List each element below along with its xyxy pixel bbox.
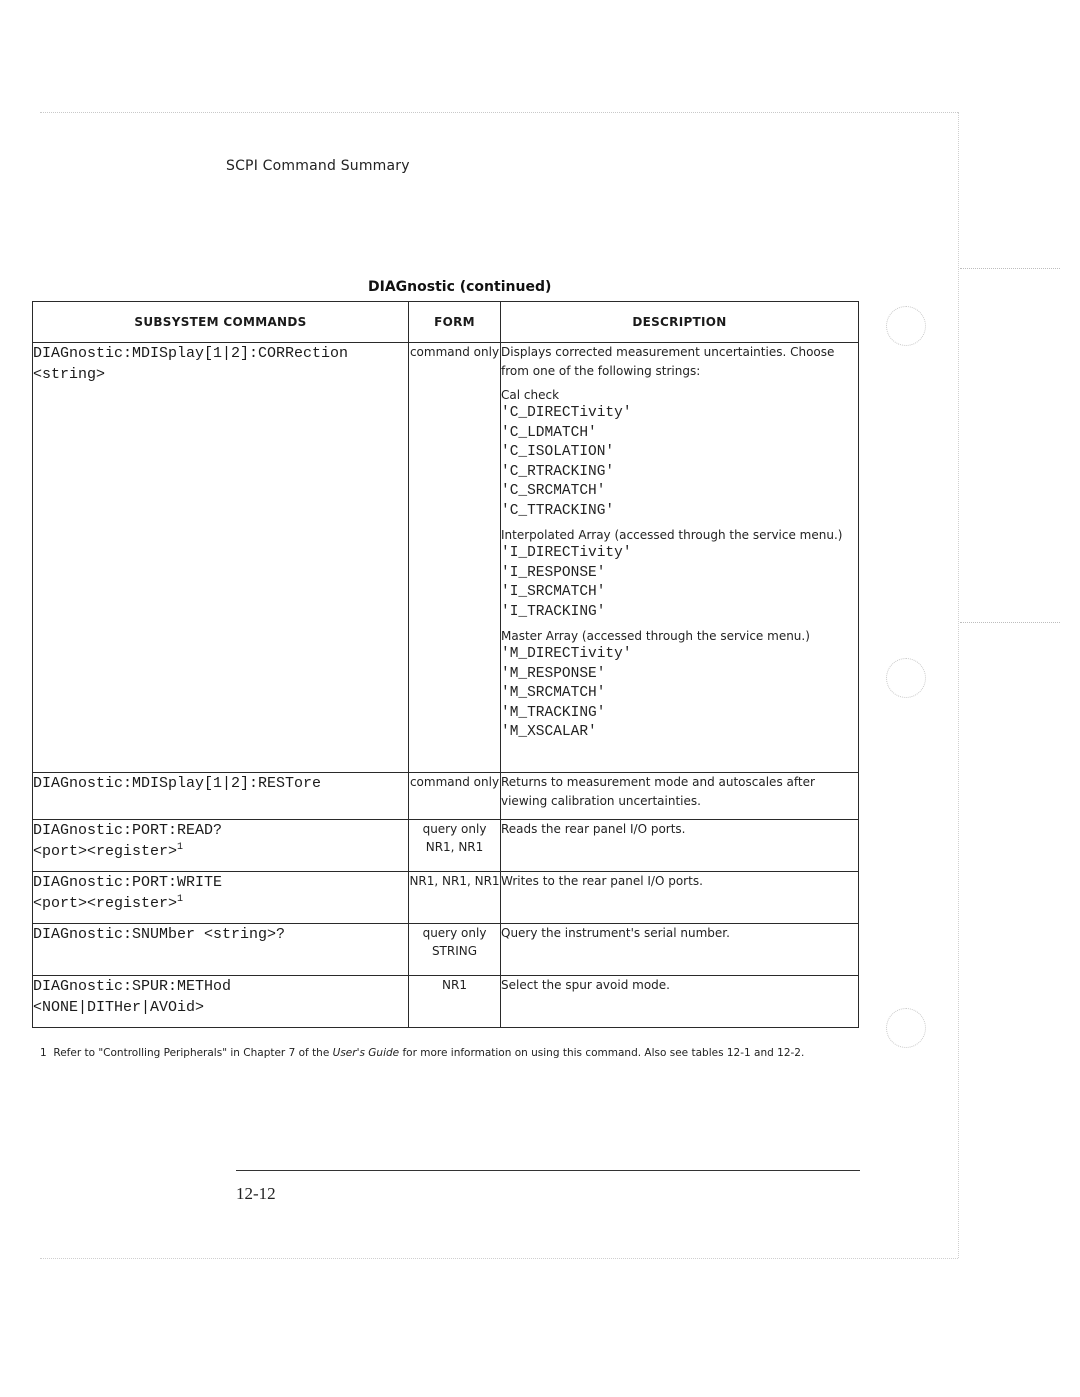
footnote-marker: 1 bbox=[177, 894, 184, 905]
form-cell bbox=[409, 872, 501, 924]
description-text: Returns to measurement mode and autoscales after viewing calibration uncertainties. bbox=[501, 775, 815, 808]
bottom-scan-edge bbox=[40, 1258, 958, 1259]
string-value: 'M_RESPONSE' bbox=[501, 665, 606, 682]
form-text: command only bbox=[409, 345, 500, 359]
command-cell bbox=[33, 773, 409, 820]
header-form: FORM bbox=[409, 302, 501, 343]
command-text: DIAGnostic:MDISplay[1|2]:CORRection bbox=[33, 345, 349, 362]
string-value: 'C_TTRACKING' bbox=[501, 502, 615, 519]
form-cell bbox=[409, 924, 501, 976]
string-value: 'C_DIRECTivity' bbox=[501, 405, 632, 421]
string-value: 'I_RESPONSE' bbox=[501, 564, 606, 581]
footnote-text-end: for more information on using this command. Also see tables 12-1 and 12-2. bbox=[402, 1047, 805, 1059]
command-text: DIAGnostic:MDISplay[1|2]:RESTore bbox=[33, 775, 322, 792]
form-cell bbox=[409, 820, 501, 872]
string-value: 'M_TRACKING' bbox=[501, 704, 606, 721]
string-value: 'I_TRACKING' bbox=[501, 603, 606, 620]
command-text: DIAGnostic:PORT:WRITE bbox=[33, 874, 223, 891]
form-text-2: STRING bbox=[431, 944, 478, 958]
command-argument: <NONE|DITHer|AVOid> bbox=[33, 999, 205, 1016]
string-value: 'C_RTRACKING' bbox=[501, 463, 615, 480]
description-text: Query the instrument's serial number. bbox=[501, 926, 730, 940]
string-value: 'M_XSCALAR' bbox=[501, 724, 597, 740]
command-cell bbox=[33, 924, 409, 976]
command-argument: <string> bbox=[33, 366, 106, 383]
string-value: 'I_DIRECTivity' bbox=[501, 545, 632, 561]
command-cell bbox=[33, 976, 409, 1028]
page-number: 12-12 bbox=[236, 1184, 276, 1203]
string-value: 'M_DIRECTivity' bbox=[501, 646, 632, 662]
table-row bbox=[33, 343, 859, 773]
group-label-master-array: Master Array (accessed through the service menu.) bbox=[501, 629, 810, 643]
form-text: command only bbox=[409, 775, 500, 789]
command-table bbox=[32, 301, 859, 1028]
form-text: query only bbox=[422, 822, 487, 836]
description-text: Reads the rear panel I/O ports. bbox=[501, 822, 686, 836]
form-text: NR1, NR1, NR1 bbox=[409, 874, 500, 888]
description-cell bbox=[501, 343, 859, 773]
table-row bbox=[33, 976, 859, 1028]
table-title: DIAGnostic (continued) bbox=[368, 279, 552, 295]
group-label-cal-check: Cal check bbox=[501, 388, 560, 402]
string-value: 'I_SRCMATCH' bbox=[501, 584, 606, 600]
command-text: DIAGnostic:SNUMber <string>? bbox=[33, 926, 286, 943]
command-cell bbox=[33, 872, 409, 924]
form-cell bbox=[409, 773, 501, 820]
description-text: Select the spur avoid mode. bbox=[501, 978, 670, 992]
table-row bbox=[33, 924, 859, 976]
form-text-2: NR1, NR1 bbox=[425, 840, 484, 854]
form-text: NR1 bbox=[442, 978, 467, 992]
form-cell bbox=[409, 343, 501, 773]
binder-hole bbox=[886, 306, 926, 346]
table-row bbox=[33, 872, 859, 924]
description-cell bbox=[501, 924, 859, 976]
table-row bbox=[33, 820, 859, 872]
header-subsystem-commands: SUBSYSTEM COMMANDS bbox=[33, 302, 409, 343]
form-cell bbox=[409, 976, 501, 1028]
binder-hole bbox=[886, 1008, 926, 1048]
footnote-text-start: Refer to "Controlling Peripherals" in Chapter 7 of the bbox=[53, 1047, 330, 1059]
string-value: 'C_SRCMATCH' bbox=[501, 483, 606, 499]
string-value: 'M_SRCMATCH' bbox=[501, 685, 606, 701]
table-header-row bbox=[33, 302, 859, 343]
description-text: Displays corrected measurement uncertainties. Choose from one of the following strings: bbox=[501, 345, 835, 378]
description-cell bbox=[501, 773, 859, 820]
string-value: 'C_LDMATCH' bbox=[501, 424, 597, 441]
command-argument: <port><register> bbox=[33, 843, 178, 860]
running-head: SCPI Command Summary bbox=[226, 158, 410, 174]
string-value: 'C_ISOLATION' bbox=[501, 444, 615, 460]
table-row bbox=[33, 773, 859, 820]
description-cell bbox=[501, 820, 859, 872]
footnote-marker: 1 bbox=[177, 842, 184, 853]
footer-rule bbox=[236, 1170, 860, 1171]
group-label-interpolated-array: Interpolated Array (accessed through the service menu.) bbox=[501, 528, 843, 542]
footnote-book-title: User's Guide bbox=[332, 1047, 400, 1059]
footnote bbox=[40, 1047, 900, 1059]
footnote-number: 1 bbox=[40, 1047, 47, 1059]
right-scan-edge bbox=[958, 112, 959, 1258]
right-margin-mark bbox=[960, 622, 1060, 623]
binder-hole bbox=[886, 658, 926, 698]
command-argument: <port><register> bbox=[33, 895, 178, 912]
description-cell bbox=[501, 872, 859, 924]
top-scan-edge bbox=[40, 112, 958, 113]
command-cell bbox=[33, 820, 409, 872]
form-text: query only bbox=[422, 926, 487, 940]
command-cell bbox=[33, 343, 409, 773]
right-margin-mark bbox=[960, 268, 1060, 269]
description-cell bbox=[501, 976, 859, 1028]
command-text: DIAGnostic:SPUR:METHod bbox=[33, 978, 232, 995]
command-text: DIAGnostic:PORT:READ? bbox=[33, 822, 223, 839]
header-description: DESCRIPTION bbox=[501, 302, 859, 343]
description-text: Writes to the rear panel I/O ports. bbox=[501, 874, 703, 888]
